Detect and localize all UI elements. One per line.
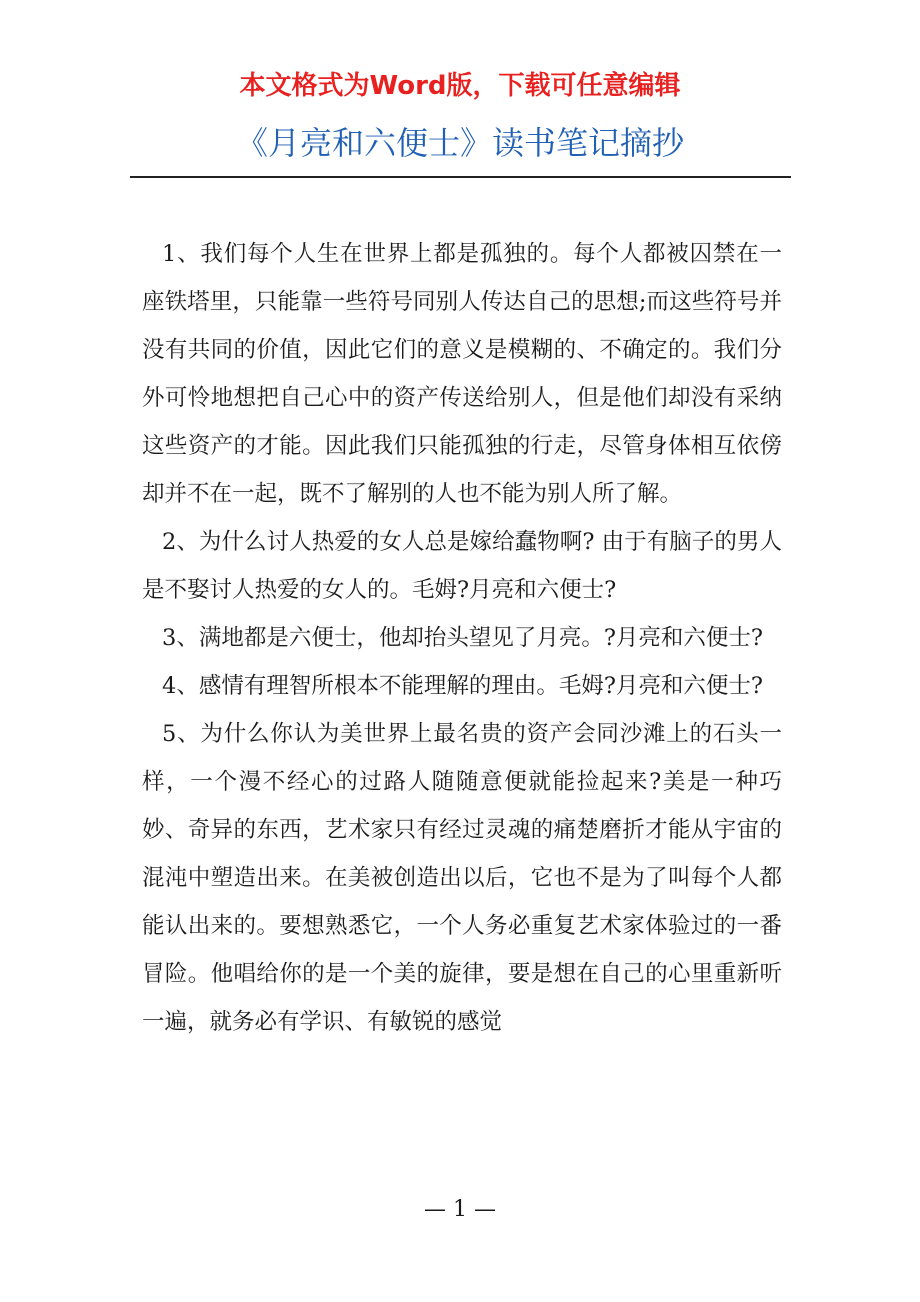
paragraph-4: 4、感情有理智所根本不能理解的理由。毛姆?月亮和六便士? xyxy=(162,673,763,699)
paragraph-3: 3、满地都是六便士，他却抬头望见了月亮。?月亮和六便士? xyxy=(162,625,763,651)
word-format-notice: 本文格式为Word版，下载可任意编辑 xyxy=(239,71,681,101)
paragraph-2: 2、为什么讨人热爱的女人总是嫁给蠢物啊? 由于有脑子的男人是不娶讨人热爱的女人的。毛姆?月亮和六便士? xyxy=(142,529,782,603)
document-body xyxy=(142,230,782,1046)
document-title: 《月亮和六便士》读书笔记摘抄 xyxy=(235,124,684,162)
title-divider xyxy=(130,176,791,178)
page-number: — 1 — xyxy=(424,1197,496,1222)
paragraph-5: 5、为什么你认为美世界上最名贵的资产会同沙滩上的石头一样，一个漫不经心的过路人随随意便就能捡起来?美是一种巧妙、奇异的东西，艺术家只有经过灵魂的痛楚磨折才能从宇宙的混沌中塑造出来。在美被创造出以后，它也不是为了叫每个人都能认出来的。要想熟悉它，一个人务必重复艺术家体验过的一番冒险。他唱给你的是一个美的旋律，要是想在自己的心里重新听一遍，就务必有学识、有敏锐的感觉 xyxy=(142,721,782,1035)
paragraph-1: 1、我们每个人生在世界上都是孤独的。每个人都被囚禁在一座铁塔里，只能靠一些符号同别人传达自己的思想;而这些符号并没有共同的价值，因此它们的意义是模糊的、不确定的。我们分外可怜地想把自己心中的资产传送给别人，但是他们却没有采纳这些资产的才能。因此我们只能孤独的行走，尽管身体相互依傍却并不在一起，既不了解别的人也不能为别人所了解。 xyxy=(142,241,782,507)
